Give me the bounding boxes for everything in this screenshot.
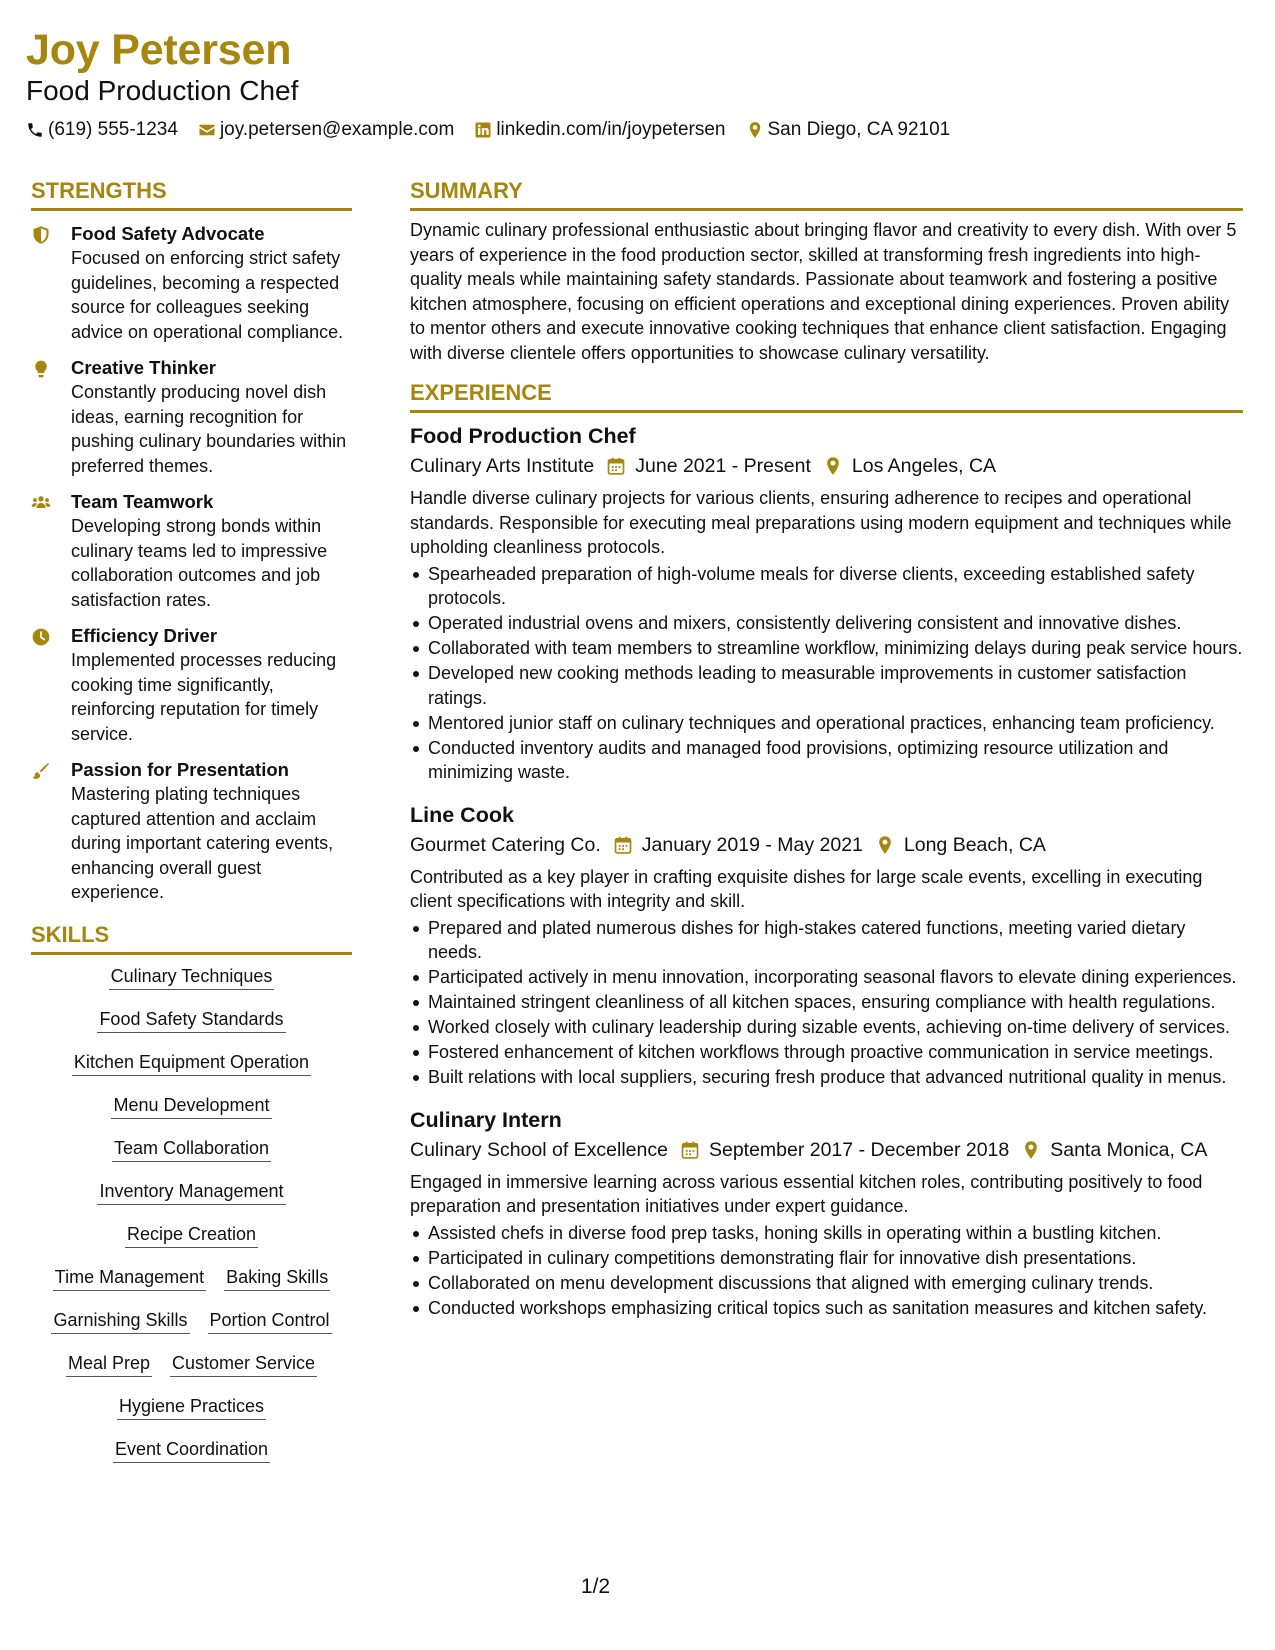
summary-divider: [410, 208, 1243, 211]
experience-section: [410, 379, 1243, 1320]
strength-item: [31, 624, 352, 746]
skill-tag: Inventory Management: [97, 1180, 285, 1205]
candidate-title: Food Production Chef: [26, 75, 299, 106]
skill-tag: Food Safety Standards: [97, 1008, 285, 1033]
job-meta: [410, 1136, 1243, 1164]
job-entry: [410, 1106, 1243, 1321]
list-item: Assisted chefs in diverse food prep tasks, honing skills in operating within a bustling kitchen.: [410, 1221, 1243, 1246]
skills-section: [31, 921, 352, 1481]
job-description: Contributed as a key player in crafting exquisite dishes for large scale events, excelling in executing client specifications with integrity and skill.: [410, 866, 1203, 911]
job-description: Engaged in immersive learning across various essential kitchen roles, contributing positively to food preparation and presentation initiatives under expert guidance.: [410, 1171, 1203, 1216]
experience-divider: [410, 410, 1243, 413]
skill-tag: Event Coordination: [113, 1438, 270, 1463]
strength-description: Focused on enforcing strict safety guidelines, becoming a respected source for colleagues seeking advice on operational compliance.: [71, 248, 344, 342]
job-entry: [410, 422, 1243, 785]
list-item: Fostered enhancement of kitchen workflows through proactive communication in service meetings.: [410, 1040, 1243, 1065]
list-item: Conducted inventory audits and managed food provisions, optimizing resource utilization and minimizing waste.: [410, 736, 1243, 785]
list-item: Collaborated on menu development discussions that aligned with emerging culinary trends.: [410, 1271, 1243, 1296]
strength-item: [31, 758, 352, 905]
job-company: Culinary School of Excellence: [410, 1138, 668, 1161]
calendar-icon: [613, 835, 633, 855]
job-bullets: [410, 1221, 1243, 1321]
strength-item: [31, 356, 352, 478]
contact-email-text: joy.petersen@example.com: [219, 119, 455, 140]
lightbulb-icon: [31, 359, 51, 379]
calendar-icon: [606, 456, 626, 476]
job-location: Los Angeles, CA: [851, 455, 997, 477]
skill-tag: Hygiene Practices: [117, 1395, 266, 1420]
list-item: Conducted workshops emphasizing critical topics such as sanitation measures and kitchen safety.: [410, 1296, 1243, 1321]
job-role: Food Production Chef: [410, 424, 636, 448]
summary-section: [410, 177, 1243, 365]
summary-heading: SUMMARY: [410, 178, 523, 203]
skill-tag: Customer Service: [170, 1352, 317, 1377]
clock-icon: [31, 627, 51, 647]
strengths-heading: STRENGTHS: [31, 178, 167, 203]
skill-tag: Menu Development: [111, 1094, 271, 1119]
skills-divider: [31, 952, 352, 955]
job-location: Santa Monica, CA: [1050, 1138, 1208, 1161]
contact-linkedin[interactable]: [474, 118, 725, 142]
location-pin-icon: [823, 456, 843, 476]
contact-location-text: San Diego, CA 92101: [767, 119, 951, 140]
location-pin-icon: [1021, 1140, 1041, 1160]
job-meta: [410, 452, 1243, 480]
strength-title: Passion for Presentation: [71, 759, 289, 780]
list-item: Developed new cooking methods leading to measurable improvements in customer satisfaction ratings.: [410, 661, 1243, 710]
skill-tag: Portion Control: [208, 1309, 332, 1334]
strengths-section: [31, 177, 352, 905]
users-icon: [31, 493, 51, 513]
resume-header: [26, 24, 1226, 142]
shield-icon: [31, 225, 51, 245]
job-dates: June 2021 - Present: [635, 455, 811, 477]
job-bullets: [410, 916, 1243, 1090]
summary-text: Dynamic culinary professional enthusiastic about bringing flavor and creativity to every dish. With over 5 years of experience in the food production sector, skilled at transforming fresh ingredients into high-quality meals while maintaining safety standards. Passionate about teamwork and fostering a positive kitchen atmosphere, focusing on efficient operations and exceptional dining experiences. Proven ability to mentor others and execute innovative cooking techniques that enhance client satisfaction. Engaging with diverse clientele offers opportunities to showcase culinary versatility.: [410, 220, 1237, 363]
linkedin-icon: [474, 121, 492, 139]
list-item: Participated actively in menu innovation, incorporating seasonal flavors to elevate dining experiences.: [410, 965, 1243, 990]
skill-tag: Time Management: [53, 1266, 206, 1291]
list-item: Prepared and plated numerous dishes for high-stakes catered functions, meeting varied dietary needs.: [410, 916, 1243, 965]
strength-title: Food Safety Advocate: [71, 223, 265, 244]
job-role: Line Cook: [410, 802, 514, 827]
experience-heading: EXPERIENCE: [410, 380, 552, 405]
job-dates: January 2019 - May 2021: [641, 833, 863, 856]
envelope-icon: [198, 121, 216, 139]
job-company: Gourmet Catering Co.: [410, 833, 601, 856]
strength-item: [31, 490, 352, 612]
contact-linkedin-text: linkedin.com/in/joypetersen: [496, 119, 726, 140]
job-company: Culinary Arts Institute: [410, 455, 595, 477]
skills-list: [31, 965, 352, 1481]
location-pin-icon: [746, 121, 764, 139]
strength-description: Implemented processes reducing cooking time significantly, reinforcing reputation for timely service.: [71, 650, 337, 744]
job-dates: September 2017 - December 2018: [708, 1138, 1010, 1161]
right-column: [410, 177, 1243, 1321]
job-bullets: [410, 562, 1243, 785]
strength-title: Creative Thinker: [71, 357, 216, 378]
page-number: 1/2: [580, 1575, 611, 1598]
list-item: Collaborated with team members to streamline workflow, minimizing delays during peak service hours.: [410, 636, 1243, 661]
strength-description: Developing strong bonds within culinary teams led to impressive collaboration outcomes and job satisfaction rates.: [71, 516, 328, 610]
skill-tag: Baking Skills: [224, 1266, 330, 1291]
skill-tag: Culinary Techniques: [109, 965, 275, 990]
phone-icon: [26, 121, 44, 139]
job-description: Handle diverse culinary projects for various clients, ensuring adherence to recipes and operational standards. Responsible for executing meal preparations using modern equipment and techniques while upholding cleanliness protocols.: [410, 488, 1232, 557]
skill-tag: Meal Prep: [66, 1352, 152, 1377]
contact-email[interactable]: [198, 118, 454, 142]
strength-description: Mastering plating techniques captured attention and acclaim during important catering events, enhancing overall guest experience.: [71, 784, 334, 902]
list-item: Maintained stringent cleanliness of all kitchen spaces, ensuring compliance with health regulations.: [410, 990, 1243, 1015]
strengths-divider: [31, 208, 352, 211]
list-item: Worked closely with culinary leadership during sizable events, achieving on-time delivery of services.: [410, 1015, 1243, 1040]
skill-tag: Garnishing Skills: [51, 1309, 189, 1334]
skill-tag: Team Collaboration: [112, 1137, 271, 1162]
list-item: Mentored junior staff on culinary techniques and operational practices, enhancing team proficiency.: [410, 711, 1243, 736]
job-entry: [410, 801, 1243, 1090]
skill-tag: Recipe Creation: [125, 1223, 258, 1248]
contact-location: [746, 118, 951, 142]
job-role: Culinary Intern: [410, 1107, 562, 1132]
strength-title: Team Teamwork: [71, 491, 214, 512]
job-meta: [410, 831, 1243, 859]
candidate-name: Joy Petersen: [26, 26, 292, 74]
strength-description: Constantly producing novel dish ideas, earning recognition for pushing culinary boundaries within preferred themes.: [71, 382, 347, 476]
strength-item: [31, 222, 352, 344]
left-column: [31, 177, 352, 1481]
strength-title: Efficiency Driver: [71, 625, 218, 646]
list-item: Participated in culinary competitions demonstrating flair for innovative dish presentations.: [410, 1246, 1243, 1271]
location-pin-icon: [875, 835, 895, 855]
paintbrush-icon: [31, 761, 51, 781]
calendar-icon: [680, 1140, 700, 1160]
list-item: Built relations with local suppliers, securing fresh produce that advanced nutritional quality in menus.: [410, 1065, 1243, 1090]
contact-bar: [26, 118, 1226, 142]
contact-phone-text: (619) 555-1234: [48, 119, 178, 140]
contact-phone[interactable]: [26, 118, 178, 142]
job-location: Long Beach, CA: [903, 833, 1046, 856]
skills-heading: SKILLS: [31, 921, 110, 947]
list-item: Spearheaded preparation of high-volume meals for diverse clients, exceeding established safety protocols.: [410, 562, 1243, 611]
list-item: Operated industrial ovens and mixers, consistently delivering consistent and innovative dishes.: [410, 611, 1243, 636]
skill-tag: Kitchen Equipment Operation: [72, 1051, 311, 1076]
